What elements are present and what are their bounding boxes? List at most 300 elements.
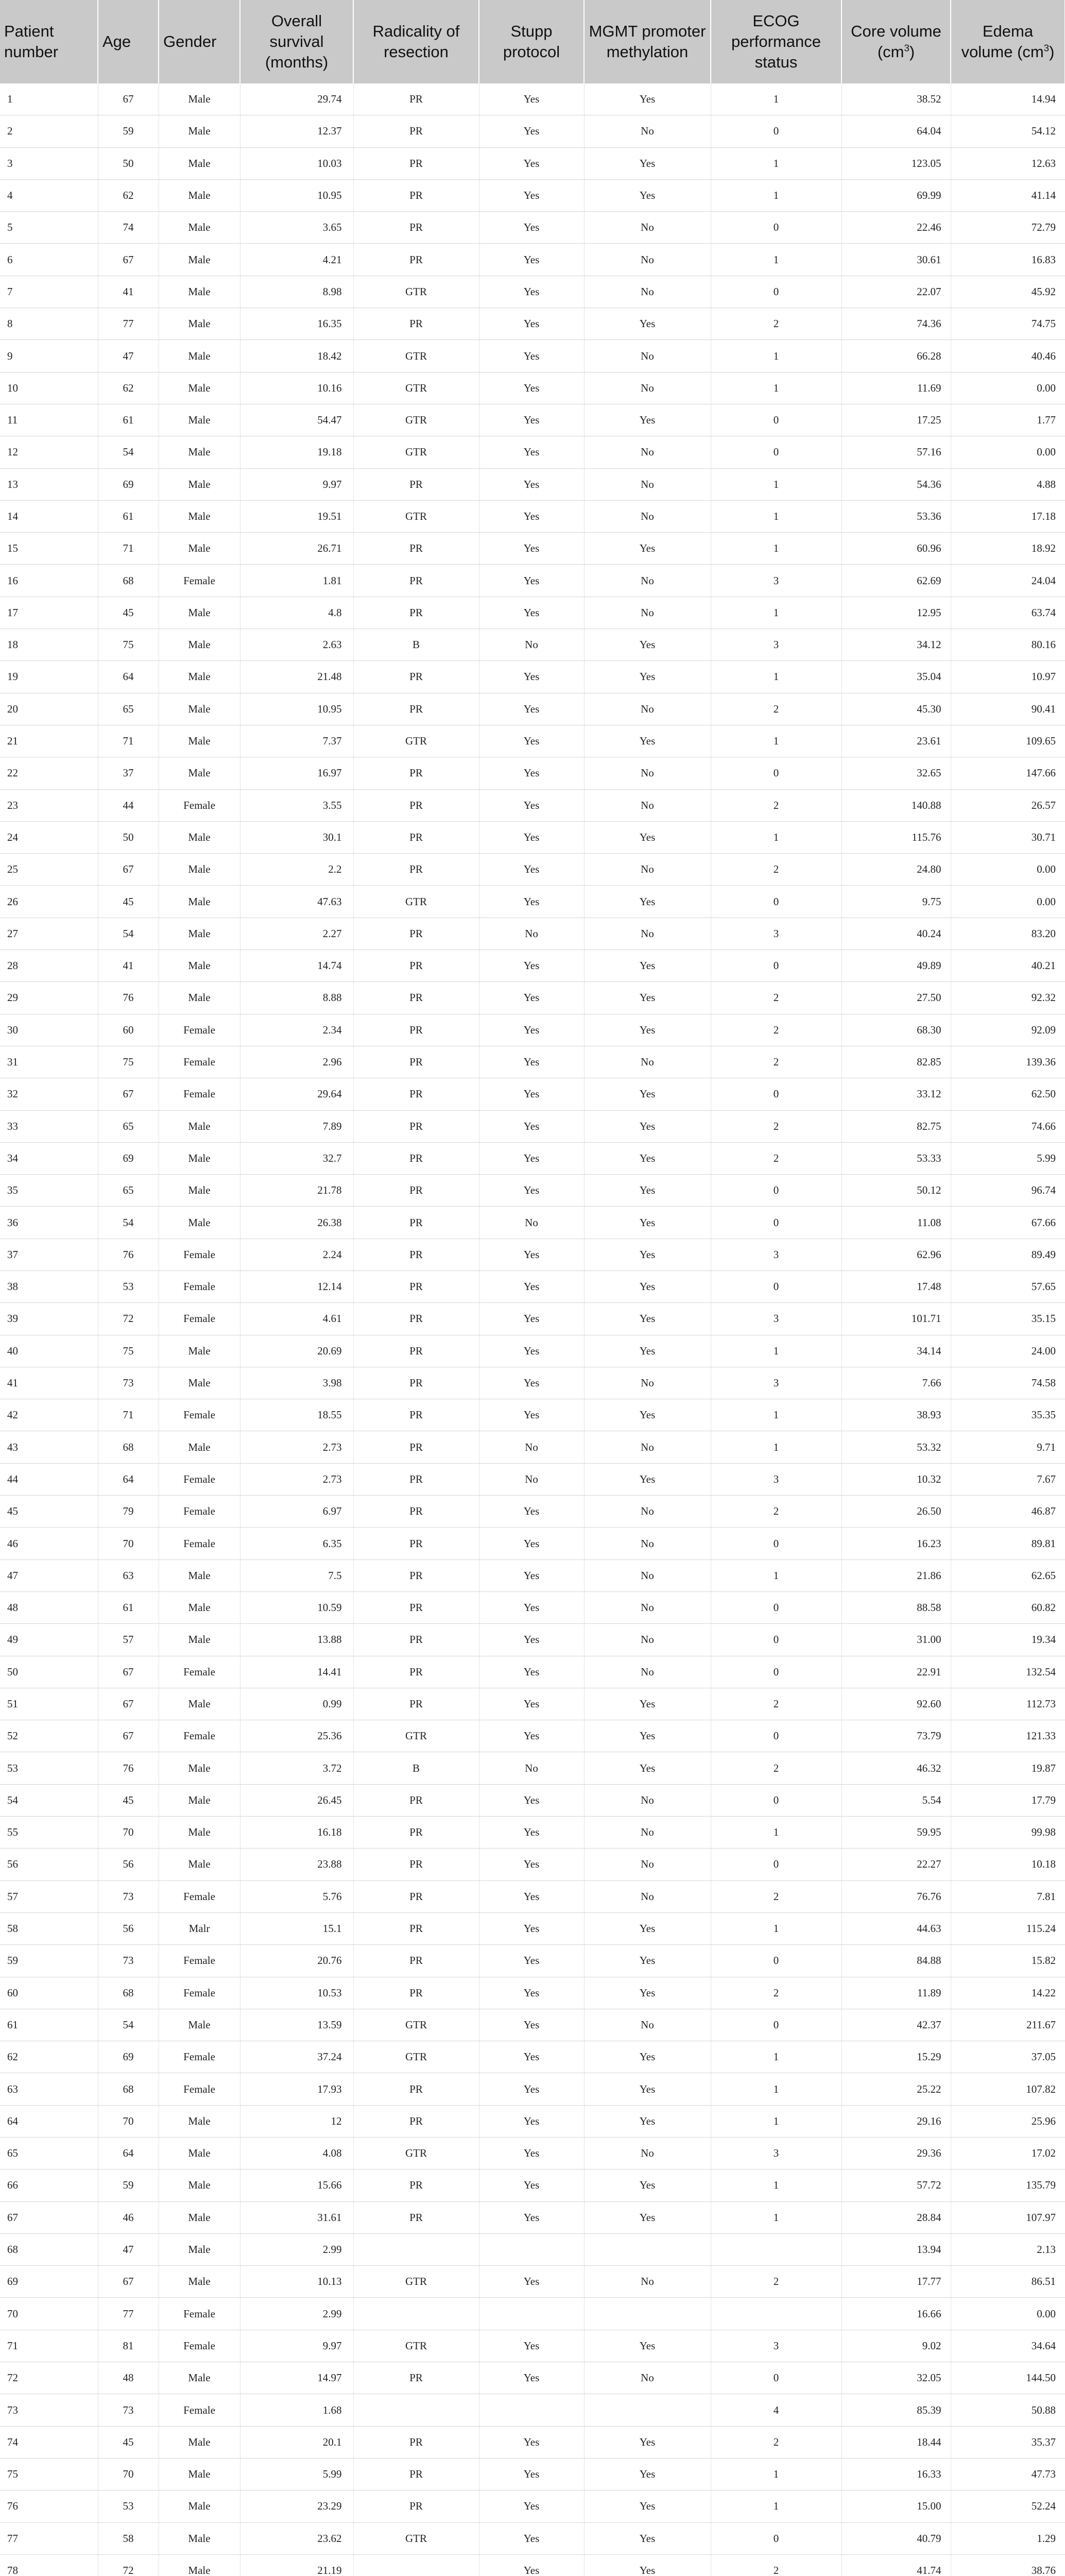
cell-ecog: 0 <box>711 276 841 308</box>
cell-mgmt <box>584 2233 711 2265</box>
cell-stupp: Yes <box>479 1784 584 1816</box>
cell-age: 71 <box>98 1399 159 1431</box>
cell-mgmt: Yes <box>584 2041 711 2073</box>
cell-radicality: PR <box>353 244 479 276</box>
cell-overall-survival: 13.59 <box>240 2009 353 2041</box>
table-row <box>0 2138 1065 2170</box>
cell-overall-survival: 10.59 <box>240 1591 353 1623</box>
table-row <box>0 436 1065 468</box>
cell-patient-number: 42 <box>0 1399 98 1431</box>
cell-edema-volume: 12.63 <box>951 147 1065 179</box>
cell-stupp: Yes <box>479 789 584 821</box>
cell-gender: Male <box>159 308 240 340</box>
cell-gender: Male <box>159 533 240 565</box>
cell-stupp: Yes <box>479 1720 584 1752</box>
cell-ecog: 3 <box>711 2138 841 2170</box>
cell-stupp: Yes <box>479 2266 584 2298</box>
cell-overall-survival: 12 <box>240 2105 353 2137</box>
cell-overall-survival: 17.93 <box>240 2073 353 2105</box>
cell-edema-volume: 1.29 <box>951 2522 1065 2554</box>
cell-radicality: PR <box>353 1784 479 1816</box>
table-row <box>0 1817 1065 1849</box>
cell-patient-number: 70 <box>0 2298 98 2330</box>
cell-edema-volume: 74.66 <box>951 1110 1065 1142</box>
cell-patient-number: 67 <box>0 2201 98 2233</box>
cell-patient-number: 30 <box>0 1014 98 1046</box>
cell-stupp: Yes <box>479 1624 584 1656</box>
cell-edema-volume: 121.33 <box>951 1720 1065 1752</box>
cell-patient-number: 65 <box>0 2138 98 2170</box>
table-row <box>0 1688 1065 1720</box>
cell-ecog: 1 <box>711 2073 841 2105</box>
table-row <box>0 2330 1065 2362</box>
cell-edema-volume: 115.24 <box>951 1912 1065 1944</box>
cell-ecog: 2 <box>711 1046 841 1078</box>
cell-ecog: 3 <box>711 565 841 597</box>
cell-stupp: Yes <box>479 661 584 693</box>
cell-edema-volume: 96.74 <box>951 1175 1065 1207</box>
cell-ecog: 3 <box>711 918 841 950</box>
table-row <box>0 2266 1065 2298</box>
cell-overall-survival: 8.98 <box>240 276 353 308</box>
cell-age: 81 <box>98 2330 159 2362</box>
cell-stupp: No <box>479 1463 584 1495</box>
cell-age: 72 <box>98 1303 159 1335</box>
cell-gender: Female <box>159 2298 240 2330</box>
cell-gender: Male <box>159 1142 240 1174</box>
cell-edema-volume: 47.73 <box>951 2458 1065 2490</box>
cell-mgmt: Yes <box>584 1207 711 1239</box>
cell-stupp: Yes <box>479 2138 584 2170</box>
cell-gender: Female <box>159 1528 240 1560</box>
cell-gender: Male <box>159 2554 240 2576</box>
header-radicality: Radicality of resection <box>353 0 479 83</box>
cell-core-volume: 46.32 <box>841 1752 951 1784</box>
cell-overall-survival: 26.71 <box>240 533 353 565</box>
cell-stupp: No <box>479 918 584 950</box>
table-row <box>0 1752 1065 1784</box>
cell-ecog: 0 <box>711 1720 841 1752</box>
cell-stupp: Yes <box>479 212 584 244</box>
cell-stupp: Yes <box>479 1110 584 1142</box>
cell-ecog: 2 <box>711 982 841 1014</box>
cell-edema-volume: 63.74 <box>951 597 1065 629</box>
cell-patient-number: 51 <box>0 1688 98 1720</box>
cell-patient-number: 27 <box>0 918 98 950</box>
cell-overall-survival: 2.34 <box>240 1014 353 1046</box>
cell-patient-number: 36 <box>0 1207 98 1239</box>
cell-edema-volume: 54.12 <box>951 115 1065 147</box>
cell-gender: Female <box>159 2330 240 2362</box>
cell-mgmt: No <box>584 1496 711 1528</box>
cell-patient-number: 73 <box>0 2394 98 2426</box>
cell-radicality: PR <box>353 1335 479 1367</box>
cell-mgmt: Yes <box>584 1142 711 1174</box>
cell-age: 70 <box>98 2458 159 2490</box>
cell-age: 73 <box>98 1367 159 1399</box>
cell-edema-volume: 10.97 <box>951 661 1065 693</box>
cell-gender: Male <box>159 1207 240 1239</box>
table-row <box>0 1110 1065 1142</box>
cell-gender: Male <box>159 597 240 629</box>
cell-patient-number: 4 <box>0 179 98 211</box>
cell-edema-volume: 37.05 <box>951 2041 1065 2073</box>
cell-overall-survival: 47.63 <box>240 886 353 918</box>
cell-gender: Female <box>159 1945 240 1977</box>
cell-overall-survival: 2.99 <box>240 2298 353 2330</box>
cell-age: 74 <box>98 212 159 244</box>
cell-age: 70 <box>98 2105 159 2137</box>
cell-ecog <box>711 2298 841 2330</box>
cell-gender: Male <box>159 918 240 950</box>
cell-core-volume: 29.36 <box>841 2138 951 2170</box>
table-row <box>0 886 1065 918</box>
cell-patient-number: 21 <box>0 725 98 757</box>
table-row <box>0 2298 1065 2330</box>
cell-age: 73 <box>98 2394 159 2426</box>
cell-radicality: PR <box>353 2362 479 2394</box>
cell-radicality: PR <box>353 1912 479 1944</box>
cell-ecog: 1 <box>711 147 841 179</box>
cell-mgmt: Yes <box>584 308 711 340</box>
cell-gender: Female <box>159 1977 240 2009</box>
table-row <box>0 147 1065 179</box>
cell-mgmt: No <box>584 2362 711 2394</box>
cell-mgmt: No <box>584 2266 711 2298</box>
cell-age: 54 <box>98 918 159 950</box>
cell-stupp: No <box>479 629 584 661</box>
cell-patient-number: 22 <box>0 757 98 789</box>
cell-ecog: 0 <box>711 1624 841 1656</box>
cell-radicality: GTR <box>353 436 479 468</box>
cell-edema-volume: 34.64 <box>951 2330 1065 2362</box>
cell-patient-number: 58 <box>0 1912 98 1944</box>
cell-core-volume: 22.07 <box>841 276 951 308</box>
cell-edema-volume: 57.65 <box>951 1270 1065 1302</box>
cell-gender: Male <box>159 2362 240 2394</box>
cell-gender: Male <box>159 404 240 436</box>
cell-edema-volume: 17.18 <box>951 500 1065 532</box>
cell-patient-number: 1 <box>0 83 98 115</box>
cell-gender: Male <box>159 1784 240 1816</box>
cell-mgmt: Yes <box>584 2554 711 2576</box>
cell-stupp: Yes <box>479 1239 584 1270</box>
cell-ecog: 2 <box>711 2554 841 2576</box>
cell-gender: Female <box>159 2041 240 2073</box>
cell-age: 46 <box>98 2201 159 2233</box>
cell-edema-volume: 147.66 <box>951 757 1065 789</box>
table-row <box>0 1207 1065 1239</box>
cell-core-volume: 34.12 <box>841 629 951 661</box>
cell-core-volume: 15.00 <box>841 2490 951 2522</box>
cell-mgmt: No <box>584 757 711 789</box>
cell-stupp: No <box>479 1207 584 1239</box>
cell-edema-volume: 7.67 <box>951 1463 1065 1495</box>
table-row <box>0 597 1065 629</box>
cell-gender: Female <box>159 565 240 597</box>
cell-stupp: Yes <box>479 276 584 308</box>
cell-age: 56 <box>98 1912 159 1944</box>
cell-edema-volume: 40.46 <box>951 340 1065 372</box>
cell-patient-number: 19 <box>0 661 98 693</box>
table-row <box>0 757 1065 789</box>
cell-core-volume: 9.02 <box>841 2330 951 2362</box>
cell-ecog: 0 <box>711 1945 841 1977</box>
cell-patient-number: 69 <box>0 2266 98 2298</box>
cell-age: 41 <box>98 950 159 982</box>
cell-edema-volume: 35.37 <box>951 2426 1065 2458</box>
cell-core-volume: 49.89 <box>841 950 951 982</box>
cell-age: 65 <box>98 1110 159 1142</box>
cell-overall-survival: 10.13 <box>240 2266 353 2298</box>
cell-core-volume: 64.04 <box>841 115 951 147</box>
cell-overall-survival: 14.74 <box>240 950 353 982</box>
cell-patient-number: 6 <box>0 244 98 276</box>
table-row <box>0 1591 1065 1623</box>
cell-mgmt: No <box>584 212 711 244</box>
cell-overall-survival: 3.98 <box>240 1367 353 1399</box>
cell-gender: Male <box>159 725 240 757</box>
cell-mgmt: Yes <box>584 1977 711 2009</box>
cell-age: 59 <box>98 2170 159 2201</box>
cell-edema-volume: 109.65 <box>951 725 1065 757</box>
cell-patient-number: 75 <box>0 2458 98 2490</box>
cell-radicality: GTR <box>353 1720 479 1752</box>
cell-stupp: Yes <box>479 1046 584 1078</box>
cell-mgmt: No <box>584 693 711 725</box>
cell-mgmt: No <box>584 854 711 886</box>
cell-overall-survival: 2.24 <box>240 1239 353 1270</box>
cell-edema-volume: 92.09 <box>951 1014 1065 1046</box>
header-patient-number: Patient number <box>0 0 98 83</box>
cell-radicality: PR <box>353 115 479 147</box>
cell-overall-survival: 20.69 <box>240 1335 353 1367</box>
cell-gender: Male <box>159 2233 240 2265</box>
cell-ecog: 1 <box>711 1399 841 1431</box>
cell-mgmt: Yes <box>584 147 711 179</box>
cell-ecog: 1 <box>711 244 841 276</box>
cell-edema-volume: 35.15 <box>951 1303 1065 1335</box>
cell-patient-number: 50 <box>0 1656 98 1688</box>
table-row <box>0 1496 1065 1528</box>
table-row <box>0 2458 1065 2490</box>
cell-patient-number: 8 <box>0 308 98 340</box>
cell-radicality: PR <box>353 83 479 115</box>
table-row <box>0 244 1065 276</box>
cell-patient-number: 59 <box>0 1945 98 1977</box>
cell-edema-volume: 0.00 <box>951 372 1065 404</box>
cell-stupp: Yes <box>479 1142 584 1174</box>
cell-overall-survival: 4.61 <box>240 1303 353 1335</box>
cell-core-volume: 123.05 <box>841 147 951 179</box>
cell-edema-volume: 107.97 <box>951 2201 1065 2233</box>
cell-overall-survival: 6.97 <box>240 1496 353 1528</box>
table-row <box>0 950 1065 982</box>
cell-edema-volume: 41.14 <box>951 179 1065 211</box>
cell-ecog: 2 <box>711 854 841 886</box>
cell-gender: Male <box>159 2105 240 2137</box>
cell-gender: Male <box>159 1591 240 1623</box>
table-row <box>0 1014 1065 1046</box>
cell-patient-number: 35 <box>0 1175 98 1207</box>
cell-mgmt: No <box>584 340 711 372</box>
cell-stupp: Yes <box>479 2362 584 2394</box>
table-row <box>0 1431 1065 1463</box>
cell-stupp: Yes <box>479 1078 584 1110</box>
cell-core-volume: 31.00 <box>841 1624 951 1656</box>
cell-gender: Female <box>159 2394 240 2426</box>
cell-core-volume: 11.08 <box>841 1207 951 1239</box>
cell-core-volume: 54.36 <box>841 468 951 500</box>
cell-stupp: Yes <box>479 1270 584 1302</box>
cell-mgmt: No <box>584 436 711 468</box>
cell-patient-number: 11 <box>0 404 98 436</box>
cell-overall-survival: 30.1 <box>240 821 353 853</box>
cell-core-volume: 10.32 <box>841 1463 951 1495</box>
cell-core-volume: 5.54 <box>841 1784 951 1816</box>
cell-patient-number: 72 <box>0 2362 98 2394</box>
cell-overall-survival: 23.88 <box>240 1849 353 1880</box>
cell-age: 64 <box>98 1463 159 1495</box>
table-row <box>0 115 1065 147</box>
table-row <box>0 821 1065 853</box>
cell-ecog: 1 <box>711 468 841 500</box>
cell-core-volume: 13.94 <box>841 2233 951 2265</box>
cell-edema-volume: 19.34 <box>951 1624 1065 1656</box>
table-row <box>0 340 1065 372</box>
cell-gender: Male <box>159 629 240 661</box>
cell-core-volume: 45.30 <box>841 693 951 725</box>
cell-core-volume: 41.74 <box>841 2554 951 2576</box>
cell-mgmt: Yes <box>584 1912 711 1944</box>
cell-ecog: 3 <box>711 1303 841 1335</box>
cell-core-volume: 59.95 <box>841 1817 951 1849</box>
cell-stupp: Yes <box>479 1945 584 1977</box>
cell-edema-volume: 99.98 <box>951 1817 1065 1849</box>
cell-ecog: 3 <box>711 1367 841 1399</box>
cell-gender: Female <box>159 1270 240 1302</box>
cell-stupp: Yes <box>479 1399 584 1431</box>
cell-core-volume: 115.76 <box>841 821 951 853</box>
cell-overall-survival: 54.47 <box>240 404 353 436</box>
cell-ecog: 0 <box>711 115 841 147</box>
table-row <box>0 2233 1065 2265</box>
cell-radicality: PR <box>353 1849 479 1880</box>
cell-radicality: PR <box>353 1270 479 1302</box>
table-row <box>0 1880 1065 1912</box>
cell-stupp: Yes <box>479 179 584 211</box>
cell-core-volume: 23.61 <box>841 725 951 757</box>
cell-stupp: Yes <box>479 308 584 340</box>
table-row <box>0 982 1065 1014</box>
cell-patient-number: 68 <box>0 2233 98 2265</box>
table-row <box>0 2522 1065 2554</box>
cell-core-volume: 22.46 <box>841 212 951 244</box>
cell-gender: Male <box>159 982 240 1014</box>
cell-stupp: Yes <box>479 597 584 629</box>
cell-core-volume: 88.58 <box>841 1591 951 1623</box>
cell-ecog: 3 <box>711 2330 841 2362</box>
cell-ecog: 0 <box>711 2522 841 2554</box>
cell-ecog: 3 <box>711 1463 841 1495</box>
cell-ecog: 1 <box>711 597 841 629</box>
cell-core-volume: 74.36 <box>841 308 951 340</box>
cell-age: 65 <box>98 1175 159 1207</box>
cell-stupp: Yes <box>479 1496 584 1528</box>
cell-age: 45 <box>98 886 159 918</box>
cell-ecog: 2 <box>711 1752 841 1784</box>
header-edema-volume <box>951 0 1065 83</box>
cell-gender: Female <box>159 1399 240 1431</box>
cell-gender: Male <box>159 2522 240 2554</box>
cell-ecog: 2 <box>711 1688 841 1720</box>
cell-age: 77 <box>98 2298 159 2330</box>
cell-mgmt: Yes <box>584 404 711 436</box>
cell-edema-volume: 18.92 <box>951 533 1065 565</box>
cell-gender: Male <box>159 950 240 982</box>
cell-radicality: GTR <box>353 2266 479 2298</box>
cell-gender: Male <box>159 1624 240 1656</box>
cell-mgmt: Yes <box>584 950 711 982</box>
cell-ecog: 1 <box>711 1912 841 1944</box>
cell-radicality: GTR <box>353 725 479 757</box>
cell-stupp: Yes <box>479 244 584 276</box>
table-row <box>0 629 1065 661</box>
cell-stupp: Yes <box>479 2170 584 2201</box>
table-row <box>0 2201 1065 2233</box>
cell-patient-number: 26 <box>0 886 98 918</box>
cell-patient-number: 60 <box>0 1977 98 2009</box>
cell-core-volume: 42.37 <box>841 2009 951 2041</box>
cell-gender: Male <box>159 1367 240 1399</box>
cell-overall-survival: 3.65 <box>240 212 353 244</box>
table-row <box>0 404 1065 436</box>
cell-patient-number: 28 <box>0 950 98 982</box>
cell-core-volume: 62.69 <box>841 565 951 597</box>
cell-overall-survival: 20.1 <box>240 2426 353 2458</box>
cell-gender: Male <box>159 886 240 918</box>
cell-radicality: GTR <box>353 404 479 436</box>
cell-gender: Male <box>159 468 240 500</box>
cell-mgmt: Yes <box>584 629 711 661</box>
cell-age: 44 <box>98 789 159 821</box>
cell-overall-survival: 6.35 <box>240 1528 353 1560</box>
cell-core-volume: 30.61 <box>841 244 951 276</box>
cell-overall-survival: 10.95 <box>240 179 353 211</box>
cell-radicality: GTR <box>353 2009 479 2041</box>
cell-overall-survival: 5.99 <box>240 2458 353 2490</box>
cell-patient-number: 10 <box>0 372 98 404</box>
cell-age: 61 <box>98 500 159 532</box>
cell-stupp: Yes <box>479 500 584 532</box>
cell-patient-number: 63 <box>0 2073 98 2105</box>
cell-gender: Male <box>159 757 240 789</box>
cell-mgmt: No <box>584 115 711 147</box>
cell-edema-volume: 0.00 <box>951 886 1065 918</box>
cell-ecog: 2 <box>711 1014 841 1046</box>
table-row <box>0 2394 1065 2426</box>
cell-mgmt: Yes <box>584 2170 711 2201</box>
cell-ecog: 1 <box>711 533 841 565</box>
cell-patient-number: 77 <box>0 2522 98 2554</box>
cell-gender: Male <box>159 2138 240 2170</box>
cell-radicality: PR <box>353 468 479 500</box>
cell-ecog: 0 <box>711 2009 841 2041</box>
cell-overall-survival: 25.36 <box>240 1720 353 1752</box>
cell-radicality <box>353 2394 479 2426</box>
cell-core-volume: 11.69 <box>841 372 951 404</box>
cell-patient-number: 13 <box>0 468 98 500</box>
